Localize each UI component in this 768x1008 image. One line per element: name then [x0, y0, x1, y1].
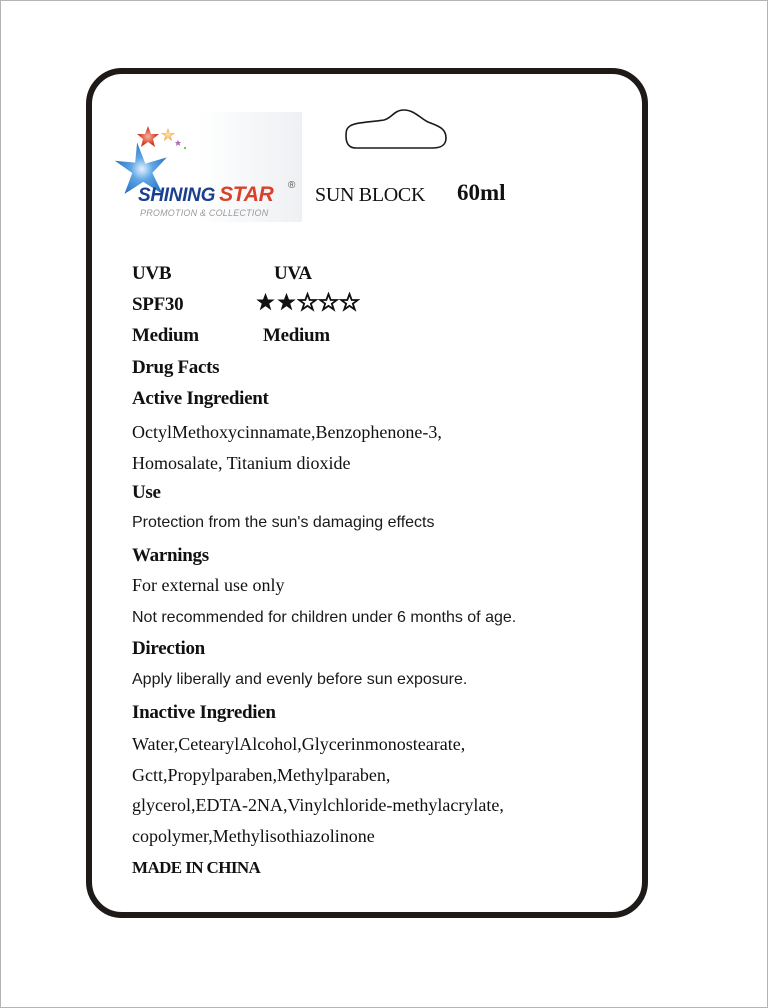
uva-level: Medium: [263, 325, 330, 346]
active-ingredient-line: OctylMethoxycinnamate,Benzophenone-3,: [132, 422, 442, 442]
inactive-ingredient-line: Gctt,Propylparaben,Methylparaben,: [132, 765, 391, 785]
made-in-label: MADE IN CHINA: [132, 858, 261, 877]
inactive-ingredient-line: glycerol,EDTA-2NA,Vinylchloride-methylacrylate,: [132, 795, 504, 815]
warning-line: For external use only: [132, 575, 285, 595]
logo-word-star: STAR: [219, 183, 274, 206]
product-name: SUN BLOCK: [315, 184, 426, 206]
star-filled-icon: [255, 292, 276, 312]
active-ingredient-line: Homosalate, Titanium dioxide: [132, 453, 351, 473]
drug-facts-heading: Drug Facts: [132, 357, 220, 378]
warning-line: Not recommended for children under 6 months of age.: [132, 609, 517, 626]
spf-value: SPF30: [132, 294, 184, 315]
inactive-ingredient-line: copolymer,Methylisothiazolinone: [132, 826, 375, 846]
direction-heading: Direction: [132, 638, 205, 659]
use-text: Protection from the sun's damaging effects: [132, 514, 435, 531]
uva-label: UVA: [274, 263, 312, 284]
registered-mark: ®: [288, 180, 296, 191]
warnings-heading: Warnings: [132, 545, 209, 566]
star-outline-icon: [318, 292, 339, 312]
shining-star-logo: [112, 112, 302, 222]
logo-word-shining: SHINING: [138, 185, 216, 206]
star-outline-icon: [339, 292, 360, 312]
logo-wordmark: [138, 183, 274, 207]
inactive-ingredient-line: Water,CetearylAlcohol,Glycerinmonostearate,: [132, 734, 466, 754]
use-heading: Use: [132, 482, 161, 503]
hang-hole-icon: [342, 108, 450, 150]
direction-text: Apply liberally and evenly before sun exposure.: [132, 671, 468, 688]
star-outline-icon: [297, 292, 318, 312]
star-filled-icon: [276, 292, 297, 312]
uvb-level: Medium: [132, 325, 199, 346]
product-volume: 60ml: [457, 180, 506, 205]
active-ingredient-heading: Active Ingredient: [132, 388, 269, 409]
logo-tagline: PROMOTION & COLLECTION: [140, 208, 269, 218]
inactive-ingredient-heading: Inactive Ingredien: [132, 702, 276, 723]
uva-star-rating: [255, 292, 360, 312]
uvb-label: UVB: [132, 263, 172, 284]
